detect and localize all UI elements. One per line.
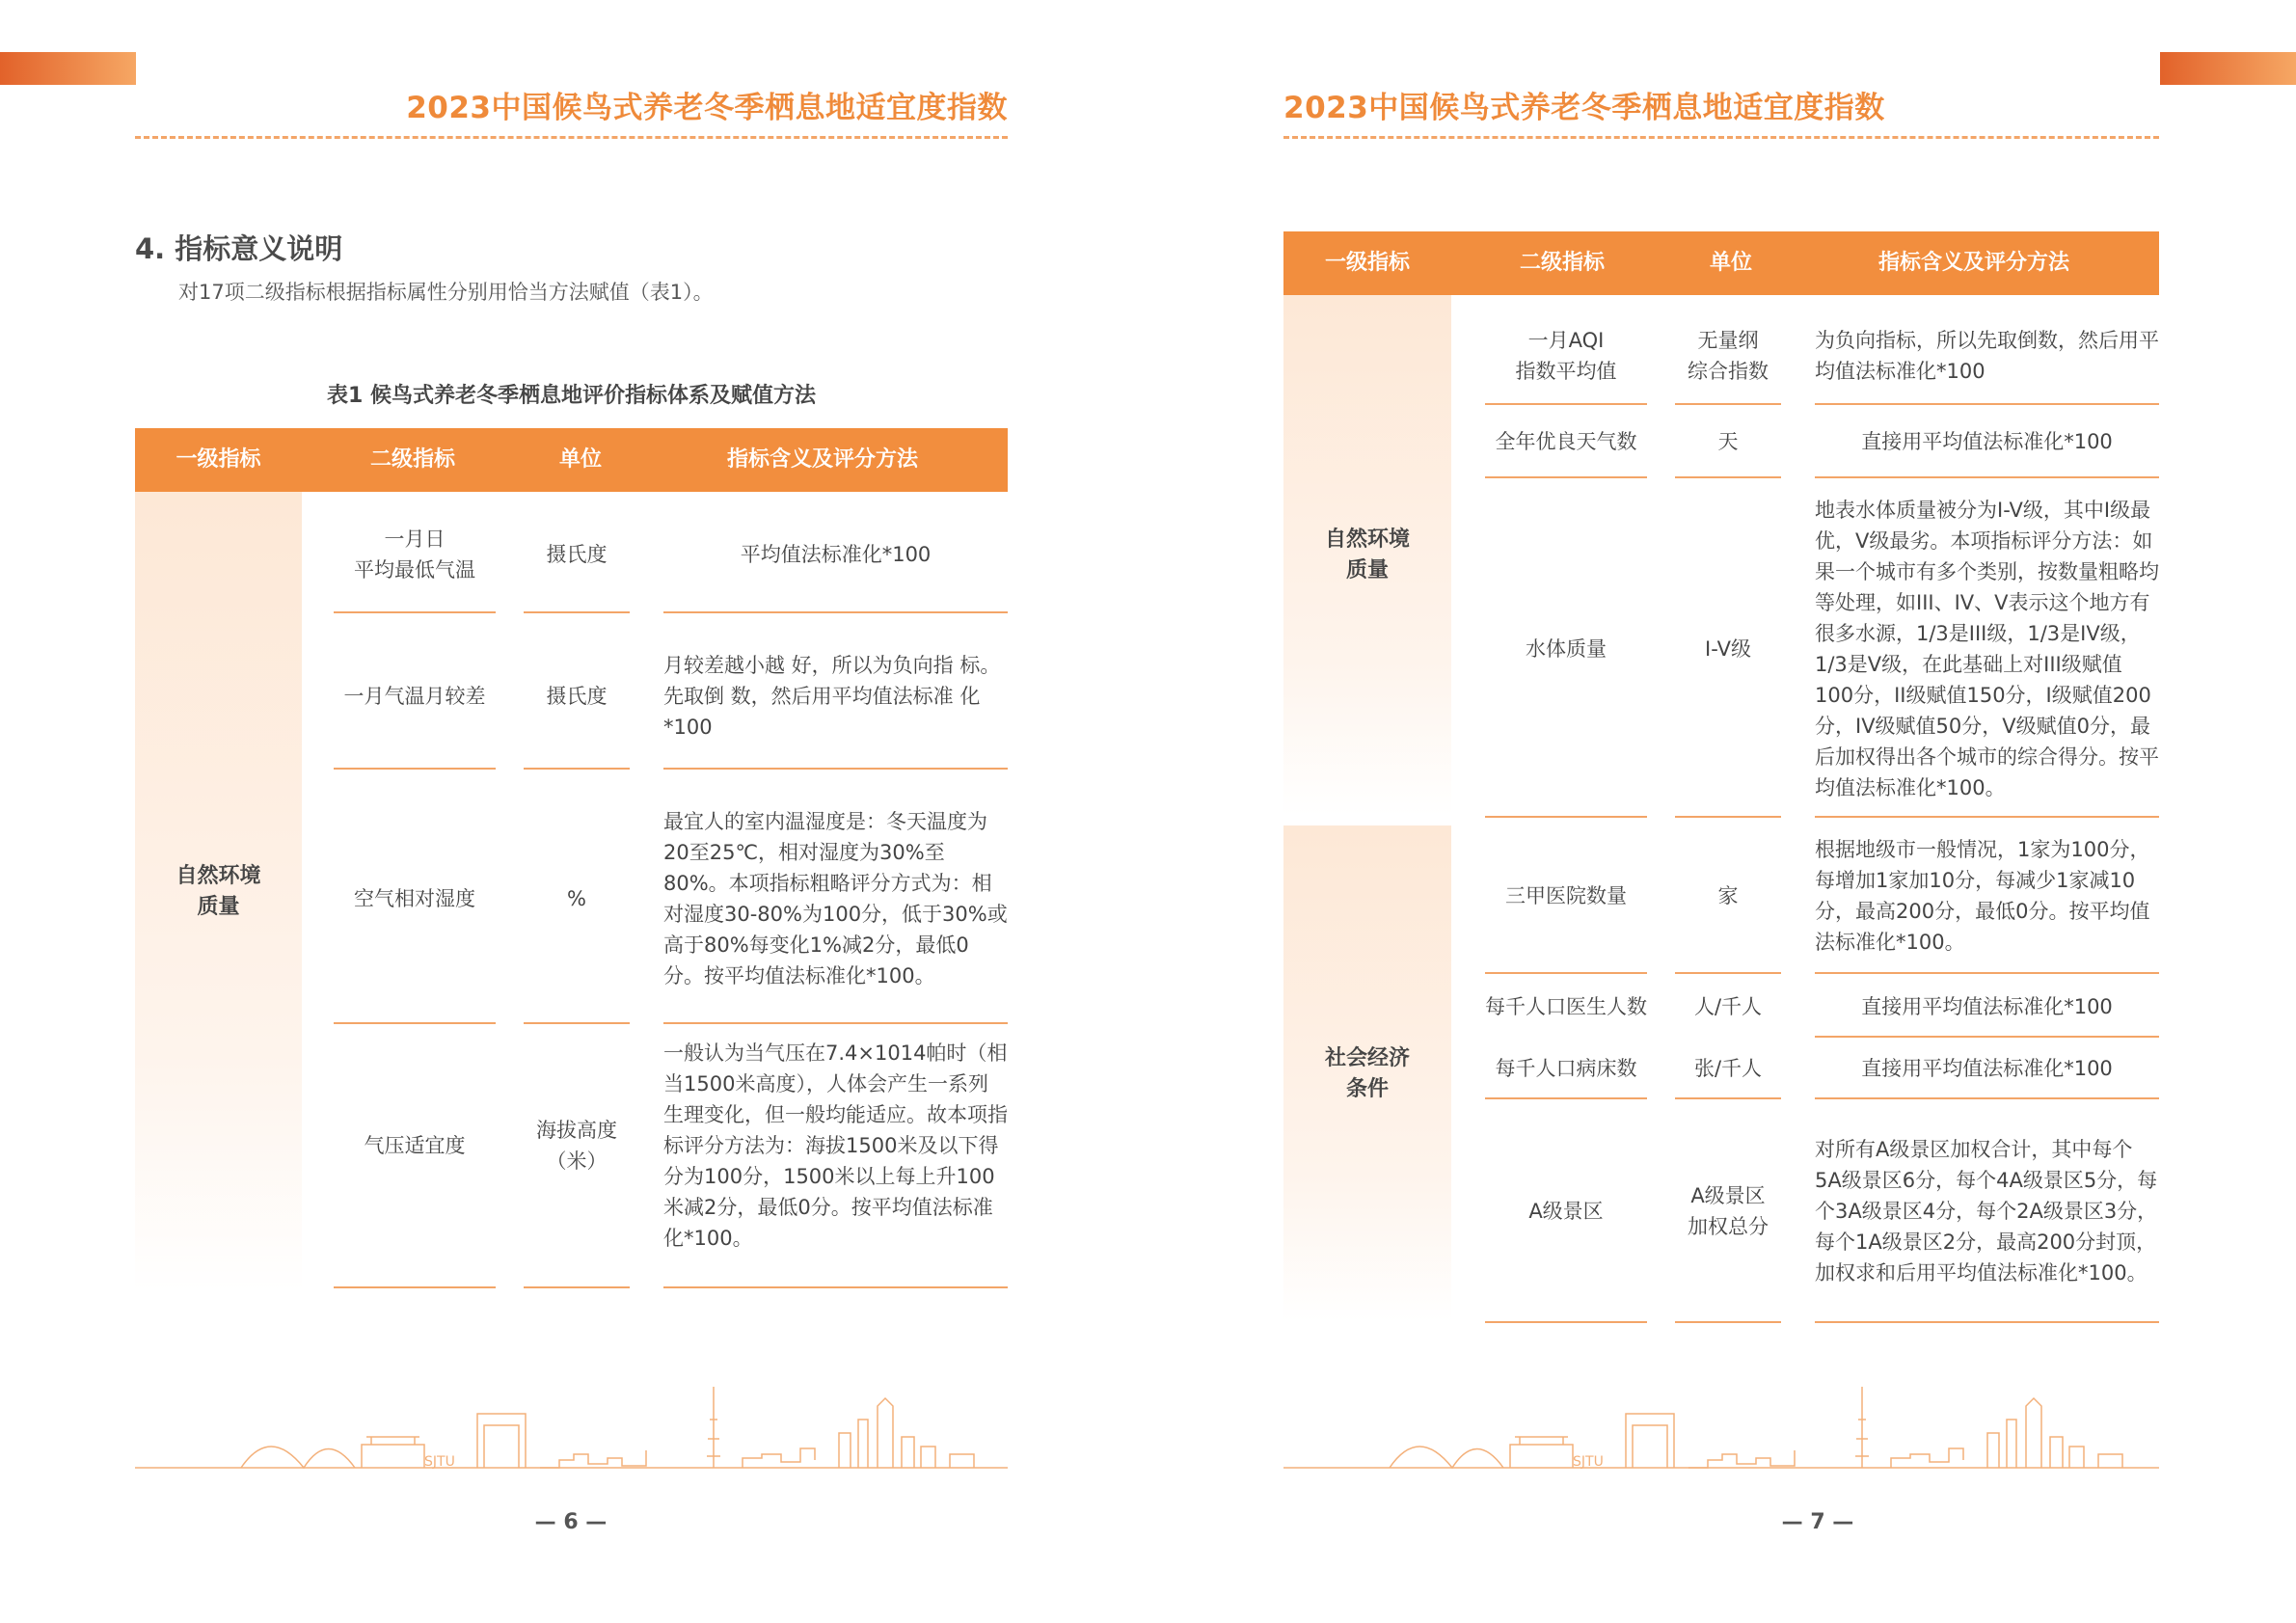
row-rule — [1815, 1321, 2159, 1323]
page-number: — 7 — — [1781, 1510, 1854, 1534]
header-unit: 单位 — [1709, 251, 1752, 275]
level1-socio-economic: 社会经济 条件 — [1283, 825, 1451, 1322]
indicator-unit: A级景区 加权总分 — [1688, 1184, 1769, 1238]
row-rule — [524, 1022, 630, 1024]
city-skyline-illustration — [1283, 1377, 2159, 1474]
row-rule — [334, 611, 496, 613]
indicator-unit: 张/千人 — [1693, 1057, 1763, 1080]
indicator-name: A级景区 — [1528, 1200, 1604, 1223]
row-rule — [663, 1022, 1008, 1024]
row-rule — [1815, 476, 2159, 478]
header-title: 2023中国候鸟式养老冬季栖息地适宜度指数 — [406, 91, 1008, 125]
row-rule — [334, 768, 496, 770]
row-rule — [334, 1286, 496, 1288]
header-level1: 一级指标 — [176, 447, 261, 472]
indicator-name: 水体质量 — [1526, 637, 1607, 661]
header-method: 指标含义及评分方法 — [726, 447, 918, 472]
indicator-name: 三甲医院数量 — [1505, 884, 1627, 907]
indicator-method: 平均值法标准化*100 — [740, 543, 932, 566]
row-rule — [1485, 1097, 1647, 1099]
row-rule — [334, 1022, 496, 1024]
indicator-method: 对所有A级景区加权合计，其中每个5A级景区6分，每个4A级景区5分，每个3A级景区4分，每个2A级景区3分，每个1A级景区2分，最高200分封顶，加权求和后用平均值法标准化*100。 — [1815, 1138, 2158, 1285]
row-rule — [663, 1286, 1008, 1288]
row-rule — [1485, 403, 1647, 405]
row-rule — [1815, 1097, 2159, 1099]
row-rule — [663, 611, 1008, 613]
indicator-name: 气压适宜度 — [364, 1133, 466, 1157]
section-title: 4. 指标意义说明 — [135, 232, 343, 265]
header-divider — [1283, 136, 2159, 139]
indicator-name: 一月日 平均最低气温 — [354, 527, 475, 582]
indicator-method: 直接用平均值法标准化*100 — [1861, 1057, 2113, 1080]
skyline-label: SJTU — [424, 1454, 455, 1470]
table-header — [135, 428, 1008, 492]
indicator-name: 全年优良天气数 — [1495, 430, 1637, 453]
indicator-unit: 海拔高度 （米） — [536, 1118, 617, 1173]
header-unit: 单位 — [558, 447, 602, 472]
indicator-name: 每千人口病床数 — [1495, 1057, 1637, 1080]
indicator-method: 为负向指标，所以先取倒数，然后用平均值法标准化*100 — [1815, 329, 2159, 383]
row-rule — [1485, 1321, 1647, 1323]
indicator-unit: % — [567, 887, 586, 910]
table-caption: 表1 候鸟式养老冬季栖息地评价指标体系及赋值方法 — [327, 384, 816, 408]
city-skyline-illustration — [135, 1377, 1008, 1474]
row-rule — [1485, 476, 1647, 478]
row-rule — [1815, 1036, 2159, 1038]
header-level1: 一级指标 — [1324, 251, 1410, 275]
indicator-method: 地表水体质量被分为I-V级，其中I级最优，V级最劣。本项指标评分方法：如果一个城市有多个类别，按数量粗略均等处理，如III、IV、V表示这个地方有很多水源，1/3是III级，1/3是IV级，1/3是V级，在此基础上对III级赋值100分，II级赋值150分，I级赋值200分，IV级赋值50分，V级赋值0分，最后加权得出各个城市的综合得分。按平均值法标准化*100。 — [1815, 499, 2159, 799]
indicator-method: 直接用平均值法标准化*100 — [1861, 430, 2113, 453]
right-page — [1148, 0, 2296, 1623]
row-rule — [1675, 1321, 1781, 1323]
indicator-method: 根据地级市一般情况，1家为100分，每增加1家加10分，每减少1家减10分，最高200分，最低0分。按平均值法标准化*100。 — [1815, 838, 2150, 954]
indicator-unit: 摄氏度 — [546, 685, 608, 708]
header-level2: 二级指标 — [369, 447, 455, 472]
indicator-name: 空气相对湿度 — [354, 887, 475, 910]
corner-accent-bar — [0, 52, 136, 85]
row-rule — [524, 1286, 630, 1288]
indicator-method: 最宜人的室内温湿度是：冬天温度为20至25℃，相对湿度为30%至80%。本项指标粗略评分方式为：相对湿度30-80%为100分，低于30%或高于80%每变化1%减2分，最低0分。按平均值法标准化*100。 — [663, 810, 1008, 987]
row-rule — [1815, 816, 2159, 818]
header-title: 2023中国候鸟式养老冬季栖息地适宜度指数 — [1283, 91, 1885, 125]
indicator-unit: 人/千人 — [1693, 995, 1763, 1018]
indicator-unit: 摄氏度 — [546, 543, 608, 566]
indicator-name: 每千人口医生人数 — [1485, 995, 1647, 1018]
indicator-unit: 家 — [1717, 884, 1739, 907]
row-rule — [1675, 476, 1781, 478]
level1-natural-environment: 自然环境 质量 — [1283, 295, 1451, 816]
row-rule — [1485, 816, 1647, 818]
corner-accent-bar — [2160, 52, 2296, 85]
row-rule — [663, 768, 1008, 770]
header-divider — [135, 136, 1008, 139]
row-rule — [524, 768, 630, 770]
indicator-method: 一般认为当气压在7.4×1014帕时（相当1500米高度），人体会产生一系列生理变化，但一般均能适应。故本项指标评分方法为：海拔1500米及以下得分为100分，1500米以上每上升100米减2分，最低0分。按平均值法标准化*100。 — [663, 1041, 1008, 1250]
row-rule — [1675, 972, 1781, 974]
indicator-name: 一月AQI 指数平均值 — [1515, 329, 1617, 383]
header-method: 指标含义及评分方法 — [1877, 251, 2069, 275]
level1-natural-environment: 自然环境 质量 — [135, 492, 302, 1292]
indicator-unit: 天 — [1717, 430, 1739, 453]
indicator-unit: I-V级 — [1705, 637, 1751, 661]
row-rule — [1675, 1097, 1781, 1099]
indicator-method: 月较差越小越 好，所以为负向指 标。先取倒 数，然后用平均值法标准 化*100 — [663, 654, 1001, 739]
table-header — [1283, 231, 2159, 295]
row-rule — [1675, 403, 1781, 405]
skyline-label: SJTU — [1573, 1454, 1604, 1470]
page-number: — 6 — — [534, 1510, 608, 1534]
row-rule — [1485, 972, 1647, 974]
section-description: 对17项二级指标根据指标属性分别用恰当方法赋值（表1）。 — [178, 281, 714, 304]
indicator-name: 一月气温月较差 — [343, 685, 486, 708]
row-rule — [1815, 403, 2159, 405]
header-level2: 二级指标 — [1519, 251, 1605, 275]
indicator-unit: 无量纲 综合指数 — [1688, 329, 1769, 383]
row-rule — [1675, 816, 1781, 818]
row-rule — [524, 611, 630, 613]
row-rule — [1815, 972, 2159, 974]
indicator-method: 直接用平均值法标准化*100 — [1861, 995, 2113, 1018]
